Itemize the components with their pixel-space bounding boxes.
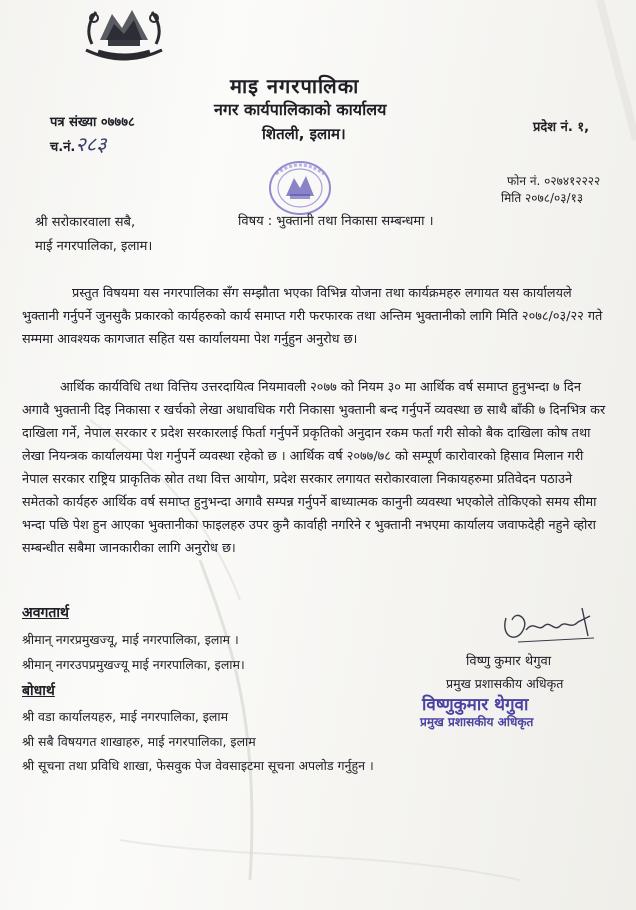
- body-paragraph-1: प्रस्तुत विषयमा यस नगरपालिका सँग सम्झौता भएका विभिन्न योजना तथा कार्यक्रमहरु लगायत यस कार्यालयले भुक्तानी गर्नुपर्ने जुनसुकै प्रकारको कार्यहरुको कार्य समाप्त गरी फरफारक तथा अन्तिम भुक्तानीको लागि मिति २०७८/०३/२२ गते सम्ममा आवश्यक कागजात सहित यस कार्यालयमा पेश गर्नुहुन अनुरोध छ।: [22, 286, 603, 347]
- cc-item: श्रीमान् नगरप्रमुखज्यू, माई नगरपालिका, इलाम ।: [22, 632, 239, 647]
- dispatch-number: [50, 130, 107, 157]
- name-seal: विष्णुकुमार थेगुवा: [422, 695, 529, 715]
- signatory-name: विष्णु कुमार थेगुवा: [466, 654, 552, 669]
- office-round-stamp-icon: [264, 158, 336, 218]
- addressee-line-1: श्री सरोकारवाला सबै,: [35, 215, 136, 230]
- body-paragraph-2: आर्थिक कार्यविधि तथा वित्तिय उत्तरदायित्व नियमावली २०७७ को नियम ३० मा आर्थिक वर्ष समाप्त हुनुभन्दा ७ दिन अगावै भुक्तानी दिइ निकासा र खर्चको लेखा अधावधिक गरी निकासा भुक्तानी बन्द गर्नुपर्ने व्यवस्था छ साथै बाँकी ७ दिनभित्र कर दाखिला गर्ने, नेपाल सरकार र प्रदेश सरकारलाई फिर्ता गर्नुपर्ने प्रकृतिको अनुदान रकम फर्ता गरी सोको बैक दाखिला कोष तथा लेखा नियन्त्रक कार्यालयमा पेश गर्नुपर्ने व्यवस्था रहेको छ । आर्थिक वर्ष २०७७/७८ को सम्पूर्ण कारोवारको हिसाव मिलान गरी नेपाल सरकार राष्ट्रिय प्राकृतिक स्रोत तथा वित्त आयोग, प्रदेश सरकार लगायत सरोकारवाला निकायहरुमा प्रतिवेदन पठाउने समेतको कार्यहरु आर्थिक वर्ष समाप्त हुनुभन्दा अगावै सम्पन्न गर्नुपर्ने बाध्यात्मक कानुनी व्यवस्था भएकोले तोकिएको समय सीमा भन्दा पछि पेश हुन आएका भुक्तानीका फाइलहरु उपर कुनै कार्वाही नगरिने र भुक्तानी नभएमा कार्यालय जवाफदेही नहुने व्होरा सम्बन्धीत सबैमा जानकारीका लागि अनुरोध छ।: [22, 380, 606, 556]
- dispatch-number-handwritten: २८३: [75, 132, 107, 156]
- signatory-designation: प्रमुख प्रशासकीय अधिकृत: [446, 676, 564, 691]
- letter-date: मिति २०७८/०३/१३: [501, 191, 584, 205]
- action-heading: बोधार्थ: [22, 683, 55, 699]
- province-number: प्रदेश नं. १,: [533, 120, 590, 135]
- action-item: श्री वडा कार्यालयहरु, माई नगरपालिका, इलाम: [22, 709, 229, 724]
- organization-name: माइ नगरपालिका: [230, 74, 360, 98]
- office-name: नगर कार्यपालिकाको कार्यालय: [214, 100, 387, 119]
- handwritten-signature-icon: [498, 598, 598, 648]
- cc-heading: अवगतार्थ: [22, 605, 69, 621]
- phone-number: फोन नं. ०२७४१२२२२: [507, 174, 601, 188]
- cc-item: श्रीमान् नगरउपप्रमुखज्यू माई नगरपालिका, इलाम।: [22, 657, 245, 672]
- action-item: श्री सबै विषयगत शाखाहरु, माई नगरपालिका, इलाम: [22, 734, 256, 749]
- dispatch-label: च.नं.: [50, 140, 76, 155]
- action-item: श्री सूचना तथा प्रविधि शाखा, फेसवुक पेज वेवसाइटमा सूचना अपलोड गर्नुहुन ।: [22, 758, 374, 773]
- office-location: शितली, इलाम।: [262, 125, 346, 143]
- addressee-line-2: माई नगरपालिका, इलाम।: [35, 239, 153, 254]
- letter-subject: विषय : भुक्तानी तथा निकासा सम्बन्धमा ।: [238, 214, 434, 229]
- nepal-emblem-icon: [78, 0, 170, 62]
- designation-seal: प्रमुख प्रशासकीय अधिकृत: [420, 715, 534, 729]
- reference-number: पत्र संख्या ०७७७८: [50, 115, 135, 130]
